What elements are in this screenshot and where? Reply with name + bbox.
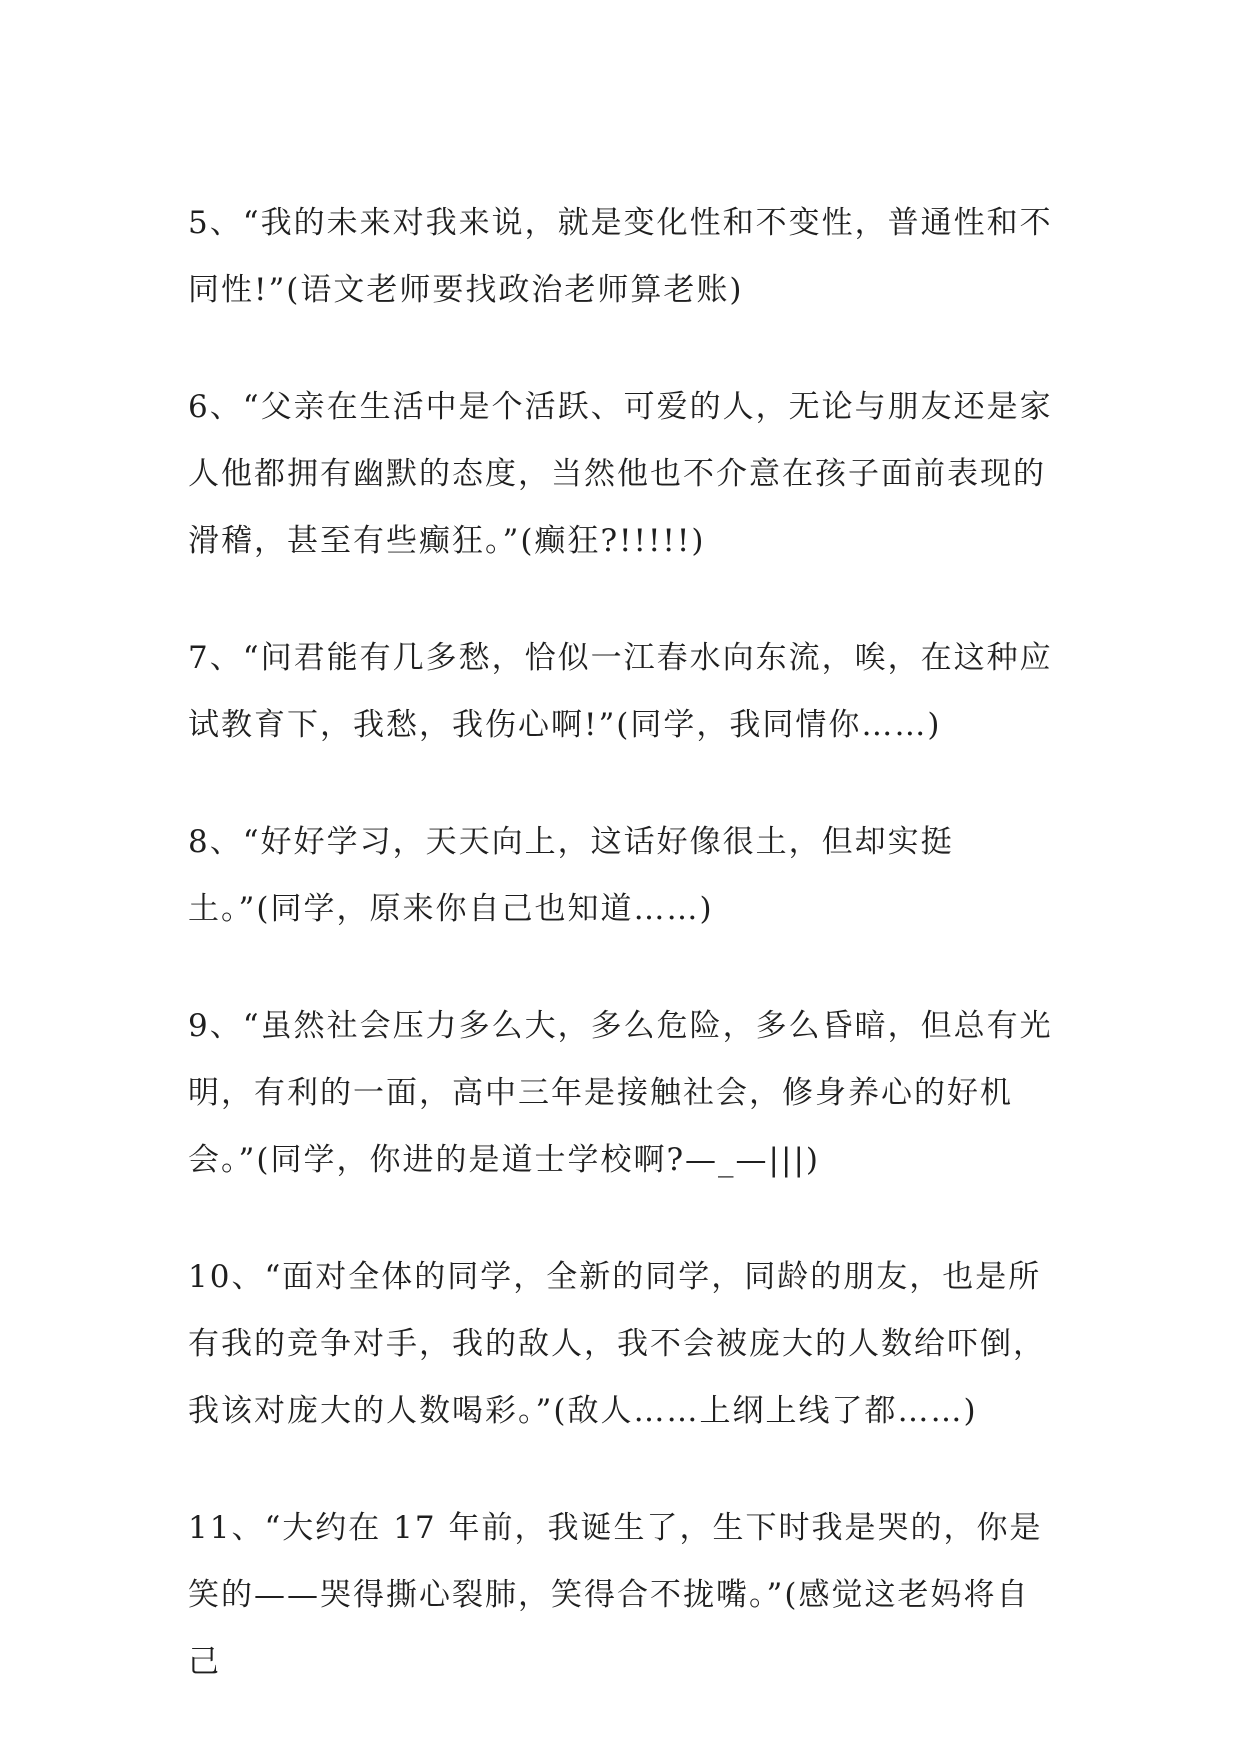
paragraph-8: 8、“好好学习，天天向上，这话好像很土，但却实挺土。”(同学，原来你自己也知道……) <box>188 824 954 927</box>
document-body <box>188 190 1058 1746</box>
paragraph-7: 7、“问君能有几多愁，恰似一江春水向东流，唉，在这种应试教育下，我愁，我伤心啊!”(同学，我同情你……) <box>188 640 1053 743</box>
paragraph-5: 5、“我的未来对我来说，就是变化性和不变性，普通性和不同性!”(语文老师要找政治老师算老账) <box>188 205 1053 308</box>
paragraph-6: 6、“父亲在生活中是个活跃、可爱的人，无论与朋友还是家人他都拥有幽默的态度，当然他也不介意在孩子面前表现的滑稽，甚至有些癫狂。”(癫狂?!!!!!) <box>188 389 1053 559</box>
paragraph-9: 9、“虽然社会压力多么大，多么危险，多么昏暗，但总有光明，有利的一面，高中三年是接触社会，修身养心的好机会。”(同学，你进的是道士学校啊?—_—|||) <box>188 1008 1053 1178</box>
paragraph-10: 10、“面对全体的同学，全新的同学，同龄的朋友，也是所有我的竞争对手，我的敌人，我不会被庞大的人数给吓倒，我该对庞大的人数喝彩。”(敌人……上纲上线了都……) <box>188 1259 1046 1429</box>
paragraph-11: 11、“大约在 17 年前，我诞生了，生下时我是哭的，你是笑的——哭得撕心裂肺，笑得合不拢嘴。”(感觉这老妈将自己 <box>188 1510 1043 1680</box>
